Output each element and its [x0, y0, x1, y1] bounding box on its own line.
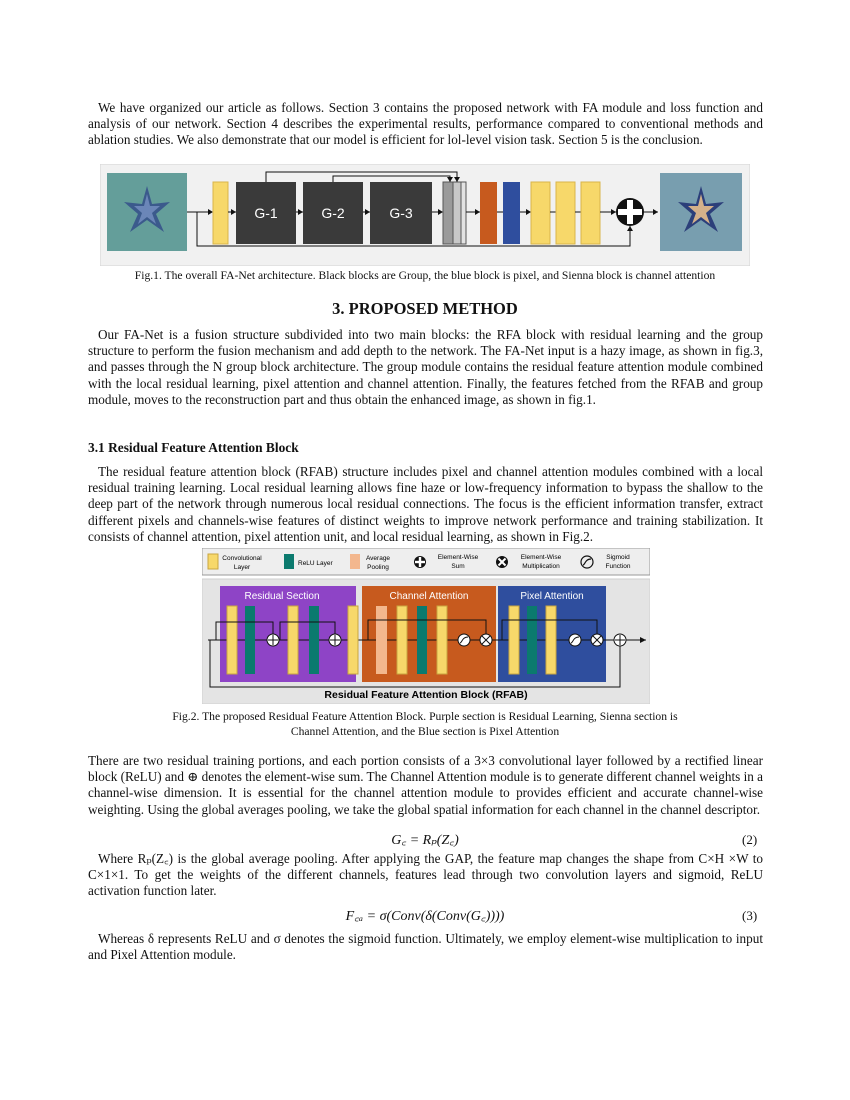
legend-sig-line1: Sigmoid: [606, 554, 630, 561]
equation-3-number: (3): [742, 908, 758, 923]
body-paragraph-2: Where Rₚ(Z꜀) is the global average pooling. After applying the GAP, the feature map changes the shape from C×H ×W to C×1×1. To get the weights of the different channels, features lead through two convolution layers and sigmoid, ReLU activation function later.: [88, 851, 763, 899]
legend-sig-line2: Function: [605, 563, 631, 570]
legend-relu-swatch: [284, 554, 294, 569]
fig2-caption-line2: Channel Attention, and the Blue section is Pixel Attention: [290, 725, 560, 738]
legend-conv-line2: Layer: [233, 564, 251, 571]
legend-sum-line2: Sum: [451, 563, 465, 570]
fig1-group-2-label: G-2: [321, 205, 345, 221]
section-3-title: 3. PROPOSED METHOD: [332, 299, 518, 318]
fig1-input-image: [107, 173, 187, 251]
channel-attention-label: Channel Attention: [389, 591, 469, 602]
pixel-sigmoid-icon: [569, 634, 581, 646]
channel-mul-icon: [480, 634, 492, 646]
fig1-conv-out-2: [556, 182, 575, 244]
fig1-diagram: [100, 164, 750, 266]
fig1-concat: [443, 182, 453, 244]
legend-sum-icon: [414, 556, 426, 568]
fig1-sum-icon: [616, 198, 644, 226]
legend-mul-icon: [496, 556, 508, 568]
section-3-1-title: 3.1 Residual Feature Attention Block: [88, 440, 299, 455]
residual-section-label: Residual Section: [244, 591, 320, 602]
fig1-channel-attention: [480, 182, 497, 244]
residual-sum-icon-1: [267, 634, 279, 646]
legend-avg-line2: Pooling: [367, 564, 389, 571]
pixel-mul-icon: [591, 634, 603, 646]
legend-avg-line1: Average: [365, 555, 391, 562]
section-3-1-paragraph: The residual feature attention block (RFAB) structure includes pixel and channel attention modules combined with a local residual training learning. Local residual learning allows fine haze or low-frequency information to bypass the shallow to the deep part of the network through numerous local residual connections. The focus is the efficient information transfer, extract different pixels and channels-wise features of distinct weights to improve network performance and training stabilization. It consists of channel attention, pixel attention unit, and local residual learning, as shown in Fig.2.: [88, 464, 763, 544]
legend-conv-swatch: [208, 554, 218, 569]
fig1-conv-in: [213, 182, 228, 244]
fig2-diagram: [202, 548, 650, 704]
fig1-pixel-attention: [503, 182, 520, 244]
legend-avgpool-swatch: [350, 554, 360, 569]
intro-paragraph: We have organized our article as follows. Section 3 contains the proposed network with FA module and loss function and analysis of our network. Section 4 describes the experimental results, performance compared to conventional methods and ablation studies. We also demonstrate that our model is efficient for lol-level vision task. Section 5 is the conclusion.: [88, 100, 763, 148]
section-3-paragraph: Our FA-Net is a fusion structure subdivided into two main blocks: the RFA block with residual learning and the group structure to perform the fusion mechanism and add depth to the network. The FA-Net input is a hazy image, as shown in fig.3, and passes through the N group block architecture. The group module contains the residual feature attention module combined with the local residual learning, pixel attention and channel attention. Finally, the features fetched from the RFAB and group module, moves to the reconstruction part and thus obtain the enhanced image, as shown in fig.1.: [88, 327, 763, 407]
equation-3: F꜀ₐ = σ(Conv(δ(Conv(G꜀)))): [345, 909, 505, 924]
rfab-sum-icon: [614, 634, 626, 646]
fig1-caption: Fig.1. The overall FA-Net architecture. Black blocks are Group, the blue block is pixel, and Sienna block is channel attention: [134, 269, 716, 282]
fig2-caption: [120, 709, 730, 739]
fig1-conv-out-1: [531, 182, 550, 244]
legend-sum-line1: Element-Wise: [437, 554, 479, 561]
equation-2: G꜀ = Rₚ(Z꜀): [391, 833, 459, 848]
fig1-group-3-label: G-3: [389, 205, 413, 221]
legend-relu: ReLU Layer: [298, 560, 333, 567]
fig2-caption-line1: Fig.2. The proposed Residual Feature Attention Block. Purple section is Residual Learning, Sienna section is: [172, 710, 678, 723]
body-paragraph-3: Whereas δ represents ReLU and σ denotes the sigmoid function. Ultimately, we employ element-wise multiplication to input and Pixel Attention module.: [88, 931, 763, 963]
rfab-label: Residual Feature Attention Block (RFAB): [324, 689, 528, 701]
fig1-group-1-label: G-1: [254, 205, 278, 221]
legend-conv-line1: Convolutional: [222, 555, 262, 562]
legend-mul-line1: Element-Wise: [520, 554, 562, 561]
legend-mul-line2: Multiplication: [522, 563, 560, 570]
pixel-attention-label: Pixel Attention: [520, 591, 584, 602]
equation-2-number: (2): [742, 832, 758, 847]
residual-sum-icon-2: [329, 634, 341, 646]
fig1-output-image: [660, 173, 742, 251]
fig1-conv-out-3: [581, 182, 600, 244]
channel-sigmoid-icon: [458, 634, 470, 646]
body-paragraph-1: There are two residual training portions, and each portion consists of a 3×3 convolutional layer followed by a rectified linear block (ReLU) and ⊕ denotes the element-wise sum. The Channel Attention module is to generate different channel weights in a channel-wise dimension. It is essential for the channel attention module to provides efficient and accurate channel-wise weighting. Using the global averages pooling, we take the global spatial information for each channel in the channel descriptor.: [88, 753, 763, 817]
